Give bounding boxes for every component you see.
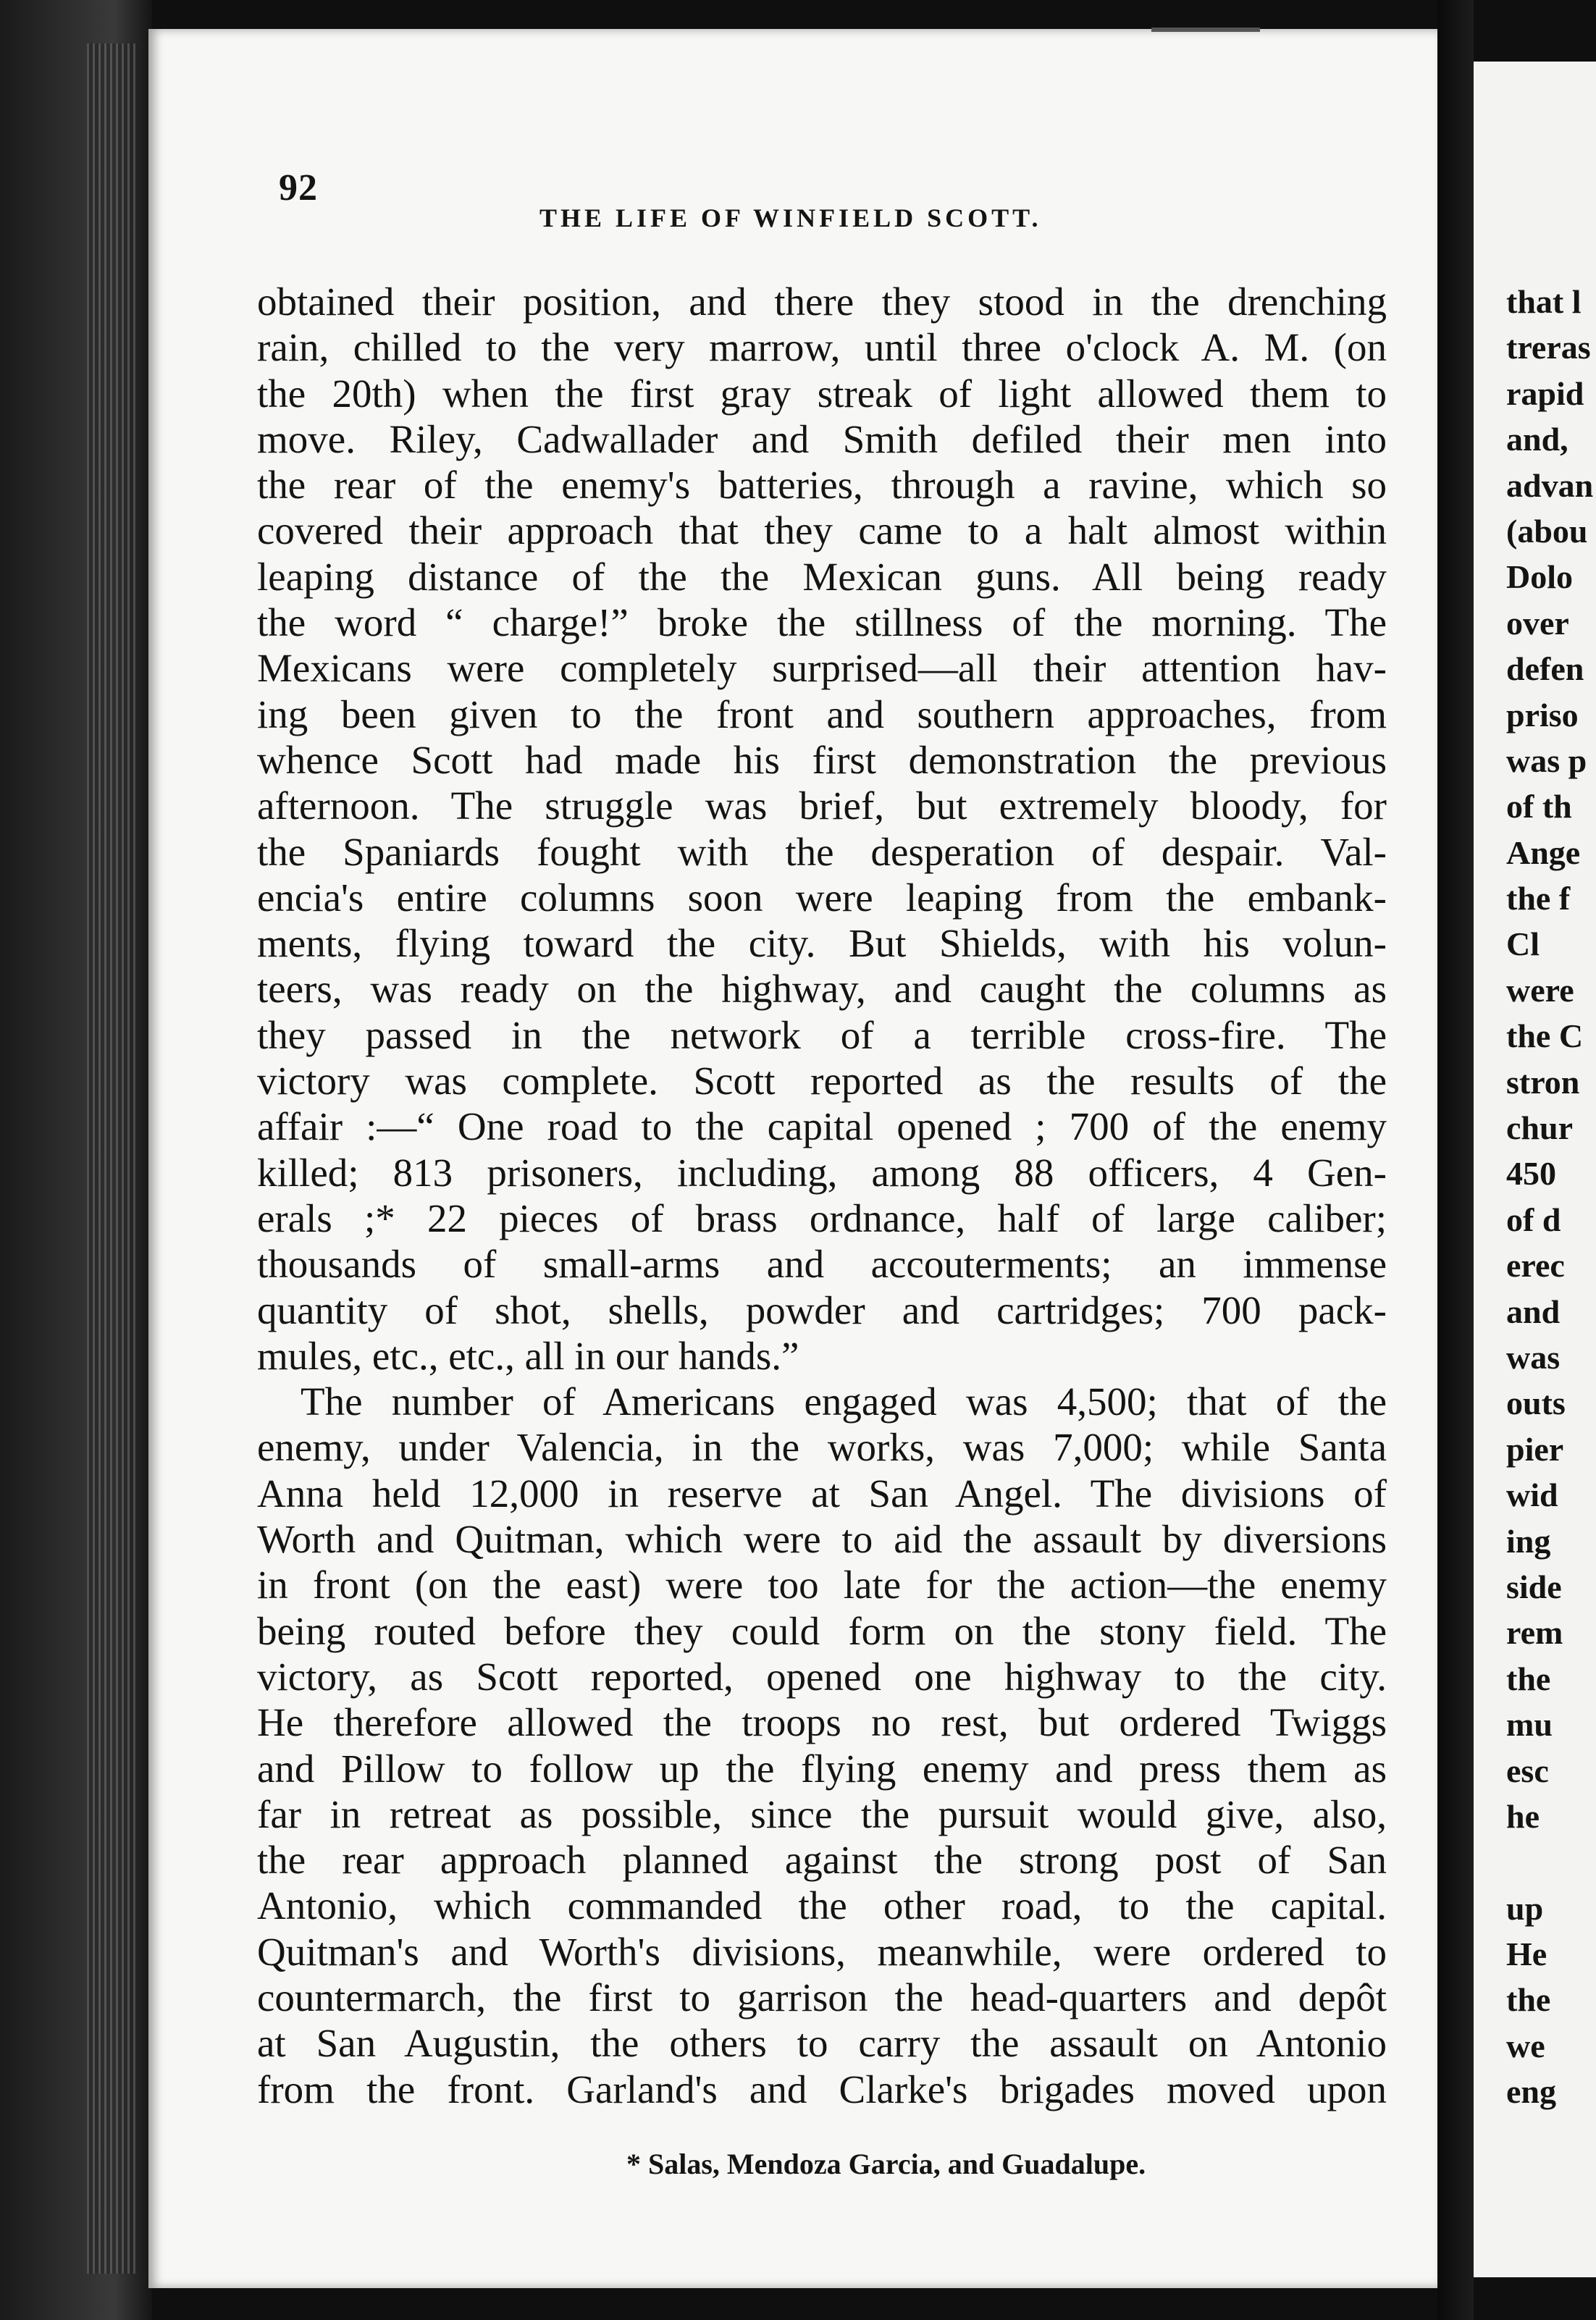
facing-text-line: chur bbox=[1506, 1109, 1573, 1147]
text-line: erals ;* 22 pieces of brass ordnance, half of large caliber; bbox=[257, 1195, 1387, 1240]
facing-text-line: over bbox=[1506, 604, 1569, 642]
book-gutter bbox=[1437, 0, 1474, 2320]
text-line: whence Scott had made his first demonstration the previous bbox=[257, 737, 1387, 782]
text-line: thousands of small-arms and accouterments; an immense bbox=[257, 1242, 1387, 1287]
paragraph bbox=[257, 1379, 1387, 2112]
facing-text-line: (abou bbox=[1506, 512, 1588, 550]
facing-text-line: he bbox=[1506, 1797, 1540, 1835]
facing-text-line: the f bbox=[1506, 880, 1571, 917]
facing-text-line: defen bbox=[1506, 650, 1584, 688]
facing-text-line: priso bbox=[1506, 696, 1579, 734]
facing-text-line: erec bbox=[1506, 1247, 1565, 1285]
text-line: ments, flying toward the city. But Shields, with his volun- bbox=[257, 921, 1387, 966]
text-line: the word “ charge!” broke the stillness of the morning. The bbox=[257, 600, 1387, 645]
page-edges-texture bbox=[87, 43, 138, 2274]
facing-text-line: He bbox=[1506, 1936, 1547, 1973]
text-line: leaping distance of the the Mexican guns. All being ready bbox=[257, 554, 1387, 599]
facing-text-line: mu bbox=[1506, 1706, 1553, 1744]
text-line: from the front. Garland's and Clarke's brigades moved upon bbox=[257, 2067, 1387, 2111]
facing-text-line: rapid bbox=[1506, 374, 1584, 412]
text-line: they passed in the network of a terrible cross-fire. The bbox=[257, 1012, 1387, 1057]
text-line: at San Augustin, the others to carry the assault on Antonio bbox=[257, 2021, 1387, 2066]
text-line: affair :—“ One road to the capital opened ; 700 of the enemy bbox=[257, 1104, 1387, 1149]
facing-text-line: Cl bbox=[1506, 925, 1540, 963]
body-text bbox=[257, 279, 1387, 2112]
facing-text-line: up bbox=[1506, 1889, 1544, 1927]
text-line: rain, chilled to the very marrow, until three o'clock A. M. (on bbox=[257, 325, 1387, 370]
text-line: killed; 813 prisoners, including, among 88 officers, 4 Gen- bbox=[257, 1150, 1387, 1195]
text-line: mules, etc., etc., all in our hands.” bbox=[257, 1333, 799, 1378]
text-line: being routed before they could form on the stony field. The bbox=[257, 1608, 1387, 1653]
text-line: encia's entire columns soon were leaping from the embank- bbox=[257, 875, 1387, 920]
facing-page bbox=[1474, 62, 1596, 2277]
facing-text-line: treras bbox=[1506, 329, 1591, 366]
facing-text-line: advan bbox=[1506, 466, 1594, 504]
facing-text-line: rem bbox=[1506, 1614, 1563, 1652]
book-edge bbox=[0, 0, 152, 2320]
facing-text-line: Dolo bbox=[1506, 558, 1573, 596]
text-line: and Pillow to follow up the flying enemy and press them as bbox=[257, 1746, 1387, 1791]
facing-text-line: of d bbox=[1506, 1201, 1561, 1238]
text-line: The number of Americans engaged was 4,500; that of the bbox=[301, 1379, 1387, 1424]
text-line: afternoon. The struggle was brief, but extremely bloody, for bbox=[257, 783, 1387, 828]
facing-text-line: the bbox=[1506, 1981, 1551, 2019]
text-line: the rear of the enemy's batteries, through a ravine, which so bbox=[257, 463, 1387, 508]
text-line: victory, as Scott reported, opened one highway to the city. bbox=[257, 1654, 1387, 1699]
footnote: * Salas, Mendoza Garcia, and Guadalupe. bbox=[626, 2148, 1146, 2180]
facing-text-line: eng bbox=[1506, 2073, 1556, 2111]
text-line: Worth and Quitman, which were to aid the assault by diversions bbox=[257, 1517, 1387, 1562]
page-number: 92 bbox=[279, 167, 318, 209]
facing-text-line: the bbox=[1506, 1660, 1551, 1697]
text-line: teers, was ready on the highway, and caught the columns as bbox=[257, 967, 1387, 1012]
paragraph bbox=[257, 279, 1387, 1379]
text-line: enemy, under Valencia, in the works, was 7,000; while Santa bbox=[257, 1425, 1387, 1470]
facing-text-line: wid bbox=[1506, 1476, 1558, 1514]
text-line: the rear approach planned against the strong post of San bbox=[257, 1838, 1387, 1883]
text-line: obtained their position, and there they stood in the drenching bbox=[257, 280, 1387, 324]
facing-text-line: the C bbox=[1506, 1017, 1584, 1055]
top-edge-mark bbox=[1151, 28, 1260, 32]
text-line: countermarch, the first to garrison the head-quarters and depôt bbox=[257, 1975, 1387, 2020]
text-line: covered their approach that they came to a halt almost within bbox=[257, 508, 1387, 553]
facing-text-line: esc bbox=[1506, 1752, 1549, 1789]
text-line: the Spaniards fought with the desperation of despair. Val- bbox=[257, 829, 1387, 874]
facing-text-line: were bbox=[1506, 971, 1574, 1009]
text-line: Antonio, which commanded the other road, to the capital. bbox=[257, 1883, 1387, 1928]
facing-text-line: stron bbox=[1506, 1063, 1580, 1101]
facing-text-line: 450 bbox=[1506, 1155, 1556, 1193]
facing-text-line: ing bbox=[1506, 1522, 1551, 1560]
facing-text-line: of th bbox=[1506, 788, 1572, 825]
text-line: the 20th) when the first gray streak of light allowed them to bbox=[257, 371, 1387, 416]
text-line: move. Riley, Cadwallader and Smith defiled their men into bbox=[257, 416, 1387, 461]
text-line: Mexicans were completely surprised—all their attention hav- bbox=[257, 646, 1387, 691]
facing-text-line bbox=[1506, 1839, 1593, 1885]
facing-text-line: we bbox=[1506, 2027, 1545, 2064]
facing-text-line: and bbox=[1506, 1293, 1561, 1330]
facing-text-line: side bbox=[1506, 1568, 1562, 1605]
text-line: victory was complete. Scott reported as the results of the bbox=[257, 1059, 1387, 1104]
text-line: He therefore allowed the troops no rest, but ordered Twiggs bbox=[257, 1700, 1387, 1745]
facing-text-line: that l bbox=[1506, 283, 1582, 320]
facing-text-line: pier bbox=[1506, 1430, 1564, 1468]
facing-text-line: Ange bbox=[1506, 833, 1581, 871]
facing-page-text bbox=[1506, 279, 1593, 2115]
facing-text-line: was p bbox=[1506, 741, 1587, 779]
facing-text-line: was bbox=[1506, 1338, 1561, 1376]
text-line: far in retreat as possible, since the pursuit would give, also, bbox=[257, 1791, 1387, 1836]
text-line: ing been given to the front and southern approaches, from bbox=[257, 692, 1387, 736]
text-line: Quitman's and Worth's divisions, meanwhile, were ordered to bbox=[257, 1929, 1387, 1974]
running-title: THE LIFE OF WINFIELD SCOTT. bbox=[539, 203, 1042, 232]
facing-text-line: outs bbox=[1506, 1384, 1566, 1422]
text-line: quantity of shot, shells, powder and cartridges; 700 pack- bbox=[257, 1287, 1387, 1332]
text-line: Anna held 12,000 in reserve at San Angel. The divisions of bbox=[257, 1471, 1387, 1516]
text-line: in front (on the east) were too late for the action—the enemy bbox=[257, 1563, 1387, 1607]
book-page bbox=[148, 29, 1437, 2288]
facing-text-line: and, bbox=[1506, 421, 1568, 458]
